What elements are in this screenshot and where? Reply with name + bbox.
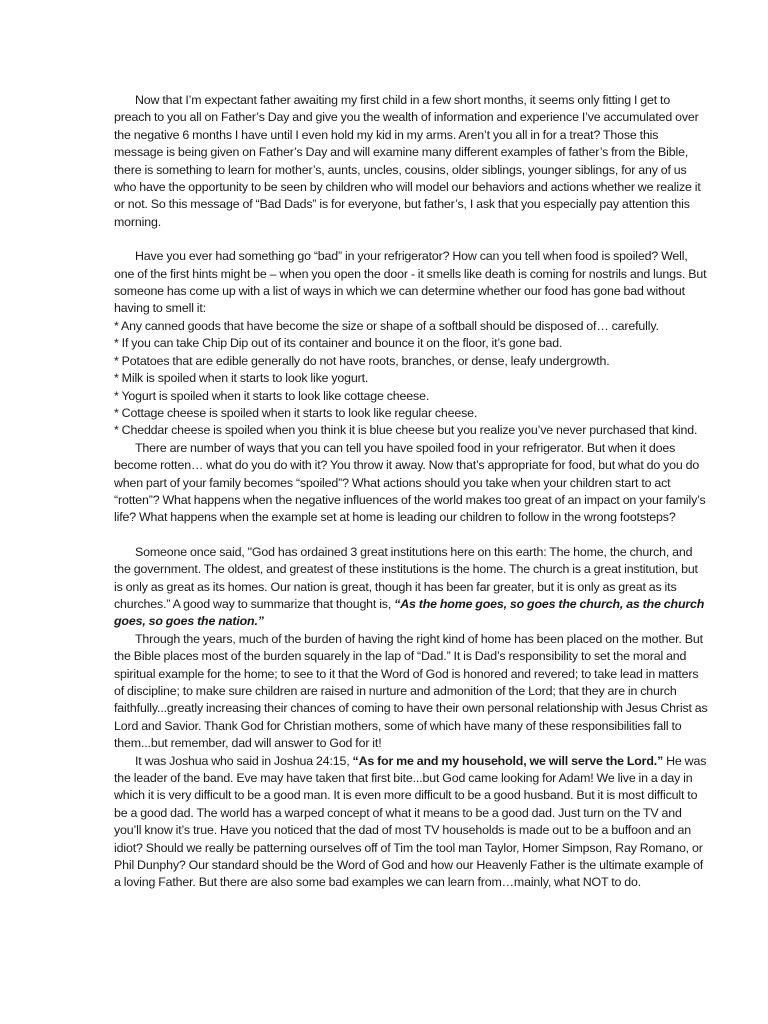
joshua-quote: “As for me and my household, we will serve the Lord.” <box>352 753 664 768</box>
paragraph-institutions <box>114 544 708 631</box>
paragraph-gap <box>114 527 708 544</box>
list-item: * Any canned goods that have become the size or shape of a softball should be disposed of… carefully. <box>114 318 659 333</box>
list-item: * Potatoes that are edible generally do not have roots, branches, or dense, leafy undergrowth. <box>114 353 610 368</box>
spoiled-food-list <box>114 318 708 440</box>
paragraph-burden: Through the years, much of the burden of having the right kind of home has been placed on the mother. But the Bible places most of the burden squarely in the lap of “Dad.” It is Dad’s responsibility to set the moral and spiritual example for the home; to see to it that the Word of God is honored and revered; to take lead in matters of discipline; to make sure children are raised in nurture and admonition of the Lord; that they are in church faithfully...greatly increasing their chances of coming to have their own personal relationship with Jesus Christ as Lord and Savior. Thank God for Christian mothers, some of which have many of these responsibilities fall to them...but remember, dad will answer to God for it! <box>114 631 708 751</box>
paragraph-gap <box>114 231 708 248</box>
list-item: * If you can take Chip Dip out of its container and bounce it on the floor, it’s gone bad. <box>114 336 563 351</box>
joshua-text-start: It was Joshua who said in Joshua 24:15, <box>135 753 353 768</box>
paragraph-joshua <box>114 753 708 892</box>
paragraph-rotten: There are number of ways that you can tell you have spoiled food in your refrigerator. But when it does become rotten… what do you do with it? You throw it away. Now that’s appropriate for food, but what do you do when part of your family becomes “spoiled”? What actions should you take when your children start to act “rotten”? What happens when the negative influences of the world makes too great of an impact on your family’s life? What happens when the example set at home is leading our children to follow in the wrong footsteps? <box>114 440 706 525</box>
institutions-text: Someone once said, "God has ordained 3 great institutions here on this earth: The home, the church, and the government. The oldest, and greatest of these institutions is the home. The church is a great institution, but is only as great as its homes. Our nation is great, though it has been far greater, but it is only as great as its churches.” A good way to summarize that thought is, <box>114 544 698 611</box>
list-item: * Yogurt is spoiled when it starts to look like cottage cheese. <box>114 388 430 403</box>
home-church-nation-quote: “As the home goes, so goes the church, as the church goes, so goes the nation.” <box>114 596 705 629</box>
paragraph-refrigerator: Have you ever had something go “bad” in your refrigerator? How can you tell when food is spoiled? Well, one of the first hints might be – when you open the door - it smells like death is coming for nostrils and lungs. But someone has come up with a list of ways in which we can determine whether our food has gone bad without having to smell it: <box>114 249 707 316</box>
paragraph-intro: Now that I’m expectant father awaiting my first child in a few short months, it seems only fitting I get to preach to you all on Father’s Day and give you the wealth of information and experience I’ve accumulated over the negative 6 months I have until I even hold my kid in my arms. Aren’t you all in for a treat? Those this message is being given on Father’s Day and will examine many different examples of father’s from the Bible, there is something to learn for mother’s, aunts, uncles, cousins, older siblings, younger siblings, for any of us who have the opportunity to be seen by children who will model our behaviors and actions whether we realize it or not. So this message of “Bad Dads” is for everyone, but father’s, I ask that you especially pay attention this morning. <box>114 93 701 229</box>
list-item: * Cottage cheese is spoiled when it starts to look like regular cheese. <box>114 405 478 420</box>
list-item: * Milk is spoiled when it starts to look like yogurt. <box>114 371 369 386</box>
joshua-text-rest: He was the leader of the band. Eve may have taken that first bite...but God came looking for Adam! We live in a day in which it is very difficult to be a good man. It is even more difficult to be a good husband. But it is most difficult to be a good dad. The world has a warped concept of what it means to be a good dad. Just turn on the TV and you’ll know it’s true. Have you noticed that the dad of most TV households is made out to be a buffoon and an idiot? Should we really be patterning ourselves off of Tim the tool man Taylor, Homer Simpson, Ray Romano, or Phil Dunphy? Our standard should be the Word of God and how our Heavenly Father is the ultimate example of a loving Father. But there are also some bad examples we can learn from…mainly, what NOT to do. <box>114 753 707 890</box>
list-item: * Cheddar cheese is spoiled when you think it is blue cheese but you realize you’ve never purchased that kind. <box>114 423 698 438</box>
